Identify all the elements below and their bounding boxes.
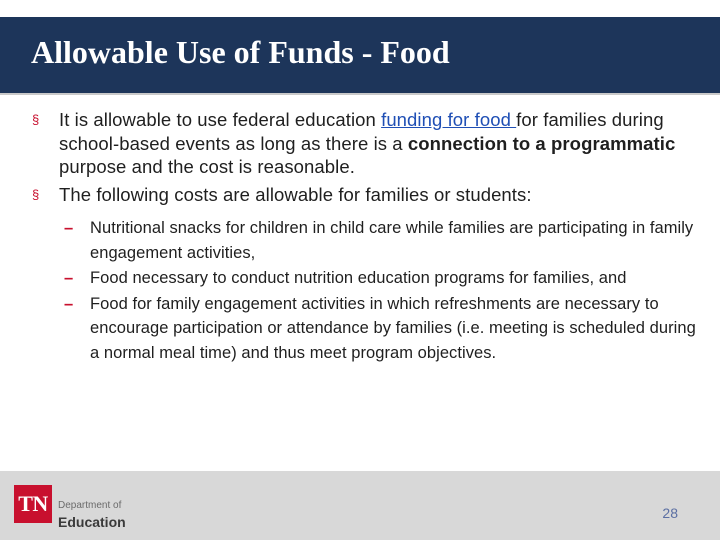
subbullet-text: Food necessary to conduct nutrition education programs for families, and xyxy=(90,269,627,287)
slide-title: Allowable Use of Funds - Food xyxy=(31,34,450,70)
dash-bullet-icon: – xyxy=(64,219,74,237)
page-number: 28 xyxy=(662,505,678,521)
subbullet-item-1 xyxy=(64,216,708,265)
bullet-text-part: for families during school-based events as long as there is a xyxy=(59,109,664,154)
slide-content xyxy=(32,108,708,366)
bullet-item-2 xyxy=(32,183,708,207)
logo-wordmark xyxy=(58,501,126,529)
subbullet-text: Food for family engagement activities in which refreshments are necessary to encourage participation or attendance by families (i.e. meeting is scheduled during a normal meal time) and thus meet program objectives. xyxy=(90,294,696,362)
square-bullet-icon: § xyxy=(32,186,40,202)
bullet-item-1 xyxy=(32,108,708,179)
subbullet-list xyxy=(32,216,708,365)
footer-bar xyxy=(0,471,720,540)
tn-department-of-education-logo xyxy=(14,485,134,531)
subbullet-item-2 xyxy=(64,266,708,291)
bullet-text: The following costs are allowable for families or students: xyxy=(59,183,532,205)
square-bullet-icon: § xyxy=(32,112,40,127)
bullet-text-part: It is allowable to use federal education xyxy=(59,109,382,130)
dash-bullet-icon: – xyxy=(64,294,74,313)
bullet-emphasis-text: connection to a programmatic xyxy=(407,132,676,154)
tn-logo-mark: TN xyxy=(14,485,52,523)
dash-bullet-icon: – xyxy=(64,269,74,287)
bullet-text-part: purpose and the cost is reasonable. xyxy=(59,156,355,177)
logo-line-department: Department of xyxy=(58,500,122,511)
title-bar xyxy=(0,17,720,95)
subbullet-item-3 xyxy=(64,292,708,366)
funding-for-food-link[interactable]: funding for food xyxy=(381,109,517,130)
subbullet-text: Nutritional snacks for children in child care while families are participating in family engagement activities, xyxy=(90,219,694,262)
logo-line-education: Education xyxy=(58,514,126,530)
